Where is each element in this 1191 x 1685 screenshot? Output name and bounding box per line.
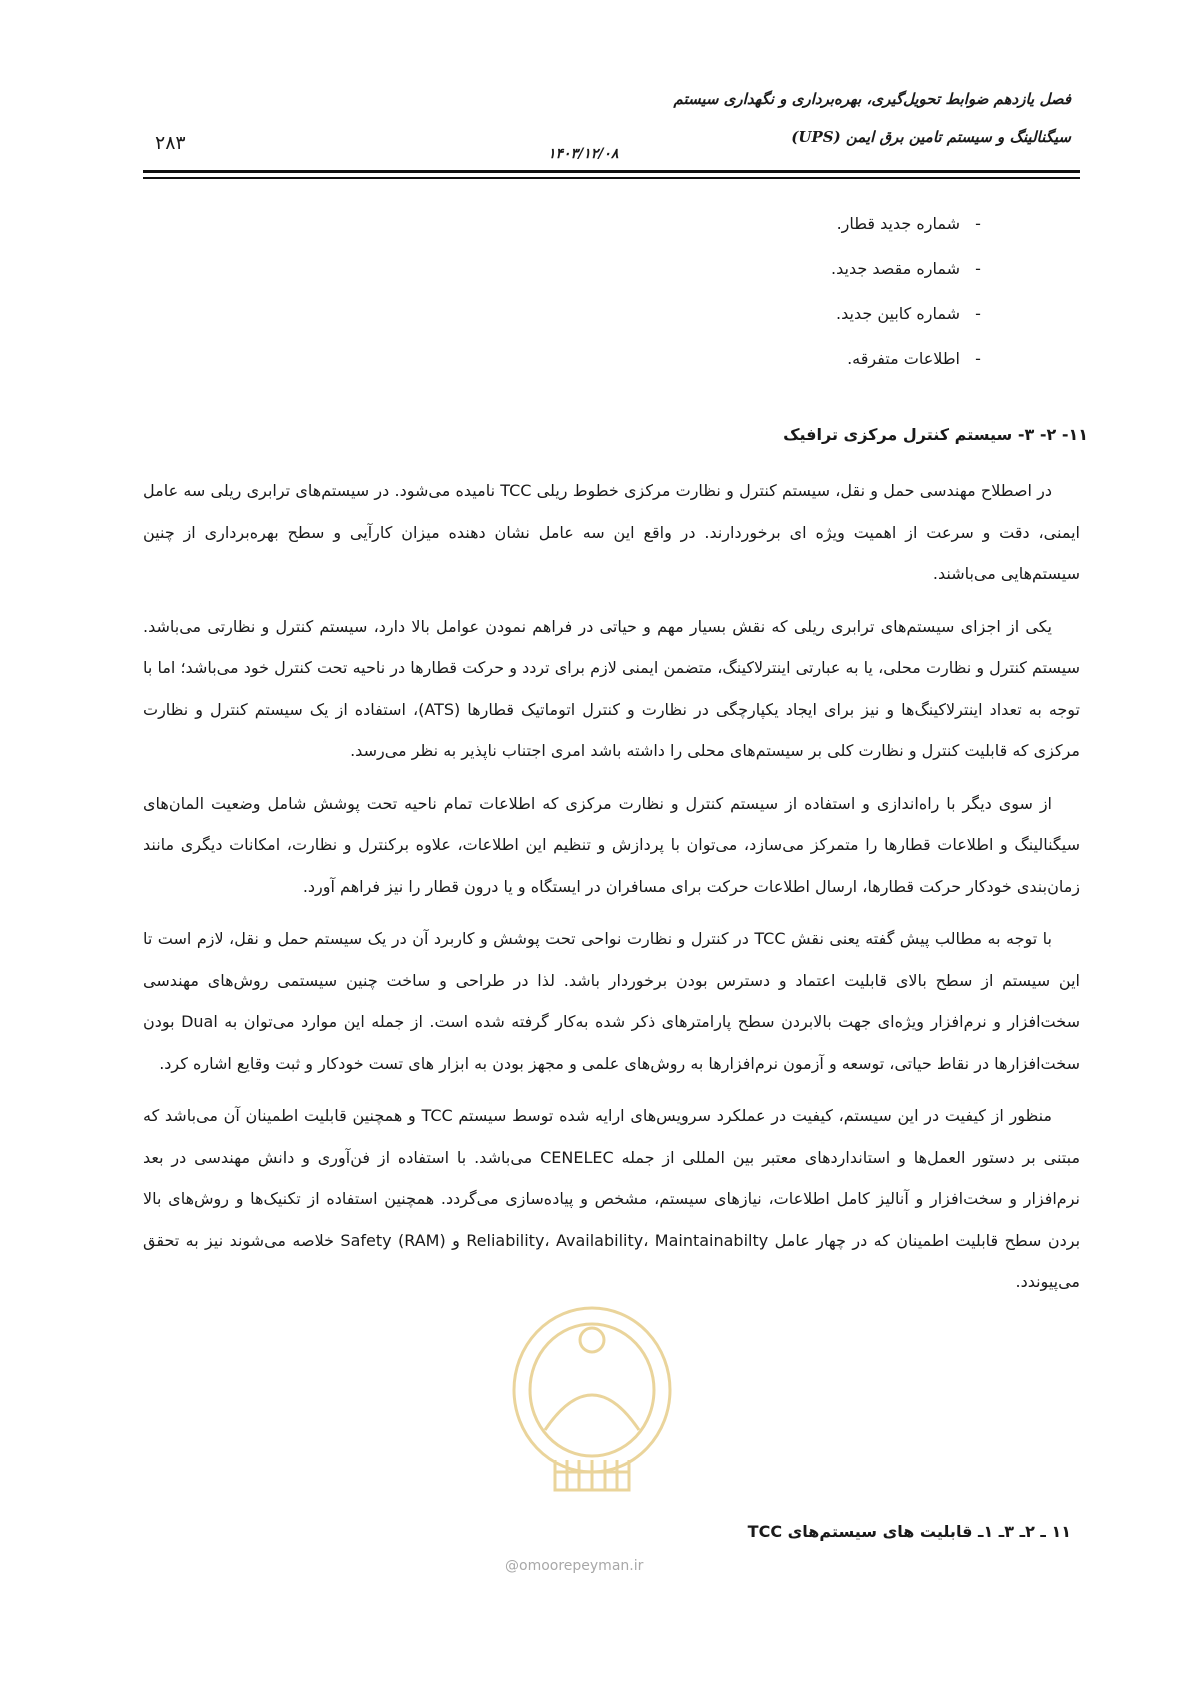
- bullet-dash: -: [975, 259, 981, 278]
- list-item: [616, 255, 996, 300]
- header-rule-thin: [143, 177, 1080, 179]
- paragraph: از سوی دیگر با راه‌اندازی و استفاده از سیستم کنترل و نظارت مرکزی که اطلاعات تمام ناحیه تحت پوشش شامل وضعیت المان‌های سیگنالینگ و اطلاعات قطارها را متمرکز می‌سازد، می‌توان با پردازش و تنظیم این اطلاعات، علاوه برکنترل و نظارت، امکانات دیگری مانند زمان‌بندی خودکار حرکت قطارها، ارسال اطلاعات حرکت برای مسافران در ایستگاه و یا درون قطار را نیز فراهم آورد.: [143, 793, 1080, 896]
- paragraph: در اصطلاح مهندسی حمل و نقل، سیستم کنترل و نظارت مرکزی خطوط ریلی TCC نامیده می‌شود. در سیستم‌های ترابری ریلی سه عامل ایمنی، دقت و سرعت از اهمیت ویژه ای برخوردارند. در واقع این سه عامل نشان دهنده میزان کارآیی و سطح بهره‌برداری از چنین سیستم‌هایی می‌باشند.: [143, 481, 1080, 583]
- bullet-dash: -: [975, 304, 981, 323]
- list-item-text: اطلاعات متفرقه.: [847, 349, 960, 368]
- watermark-site: @omoorepeyman.ir: [505, 1558, 644, 1574]
- bullet-dash: -: [975, 349, 981, 368]
- paragraph: منظور از کیفیت در این سیستم، کیفیت در عملکرد سرویس‌های ارایه شده توسط سیستم TCC و همچنین قابلیت اطمینان آن می‌باشد که مبتنی بر دستور العمل‌ها و استانداردهای معتبر بین المللی از جمله CENELEC می‌باشد. با استفاده از فن‌آوری و دانش مهندسی در بعد نرم‌افزار و سخت‌افزار و آنالیز کامل اطلاعات، نیازهای سیستم، مشخص و پیاده‌سازی می‌گردد. همچنین استفاده از تکنیک‌ها و روش‌های بالا بردن سطح قابلیت اطمینان که در چهار عامل Reliability، Availability، Maintainabilty و Safety (RAM) خلاصه می‌شوند نیز به تحقق می‌پیوندد.: [143, 1106, 1081, 1291]
- bullet-dash: -: [975, 214, 981, 233]
- section-body: [143, 470, 1080, 1314]
- page-number: ۲۸۳: [155, 132, 186, 154]
- header-rule-thick: [143, 170, 1080, 173]
- section-heading: ۱۱- ۲- ۳- سیستم کنترل مرکزی ترافیک: [783, 425, 1088, 444]
- list-item: [616, 300, 996, 345]
- list-item-text: شماره کابین جدید.: [836, 304, 960, 323]
- list-item-text: شماره جدید قطار.: [836, 214, 960, 233]
- list-item: [616, 345, 996, 390]
- watermark-seal-icon: [505, 1300, 680, 1520]
- chapter-title: [673, 80, 1071, 156]
- bullet-list: [616, 210, 996, 390]
- header-date: ۱۴۰۳/۱۲/۰۸: [548, 146, 619, 162]
- subsection-heading: ۱۱ ـ ۲ـ ۳ـ ۱ـ قابلیت های سیستم‌های TCC: [747, 1522, 1071, 1541]
- paragraph: یکی از اجزای سیستم‌های ترابری ریلی که نقش بسیار مهم و حیاتی در فراهم نمودن عوامل بالا دارد، سیستم کنترل و نظارتی می‌باشد. سیستم کنترل و نظارت محلی، یا به عبارتی اینترلاکینگ، متضمن ایمنی لازم برای تردد و حرکت قطارها در ناحیه تحت کنترل خود می‌باشد؛ اما با توجه به تعداد اینترلاکینگ‌ها و نیز برای ایجاد یکپارچگی در نظارت و کنترل اتوماتیک قطارها (ATS)، استفاده از یک سیستم کنترل و نظارت مرکزی که قابلیت کنترل و نظارت کلی بر سیستم‌های محلی را داشته باشد امری اجتناب ناپذیر به نظر می‌رسد.: [143, 616, 1081, 760]
- list-item-text: شماره مقصد جدید.: [831, 259, 960, 278]
- paragraph: با توجه به مطالب پیش گفته یعنی نقش TCC در کنترل و نظارت نواحی تحت پوشش و کاربرد آن در یک سیستم حمل و نقل، لازم است تا این سیستم از سطح بالای قابلیت اعتماد و دسترس بودن برخوردار باشد. لذا در طراحی و ساخت چنین سیستمی روش‌های مهندسی سخت‌افزار و نرم‌افزار ویژه‌ای جهت بالابردن سطح پارامترهای ذکر شده به‌کار گرفته شده است. از جمله این موارد می‌توان به Dual بودن سخت‌افزارها در نقاط حیاتی، توسعه و آزمون نرم‌افزارها به روش‌های علمی و مجهز بودن به ابزار های تست خودکار و ثبت وقایع اشاره کرد.: [143, 929, 1080, 1073]
- chapter-title-line-1: فصل یازدهم ضوابط تحویل‌گیری، بهره‌برداری و نگهداری سیستم: [673, 90, 1071, 108]
- list-item: [616, 210, 996, 255]
- chapter-title-line-2: سیگنالینگ و سیستم تامین برق ایمن (UPS): [791, 128, 1071, 146]
